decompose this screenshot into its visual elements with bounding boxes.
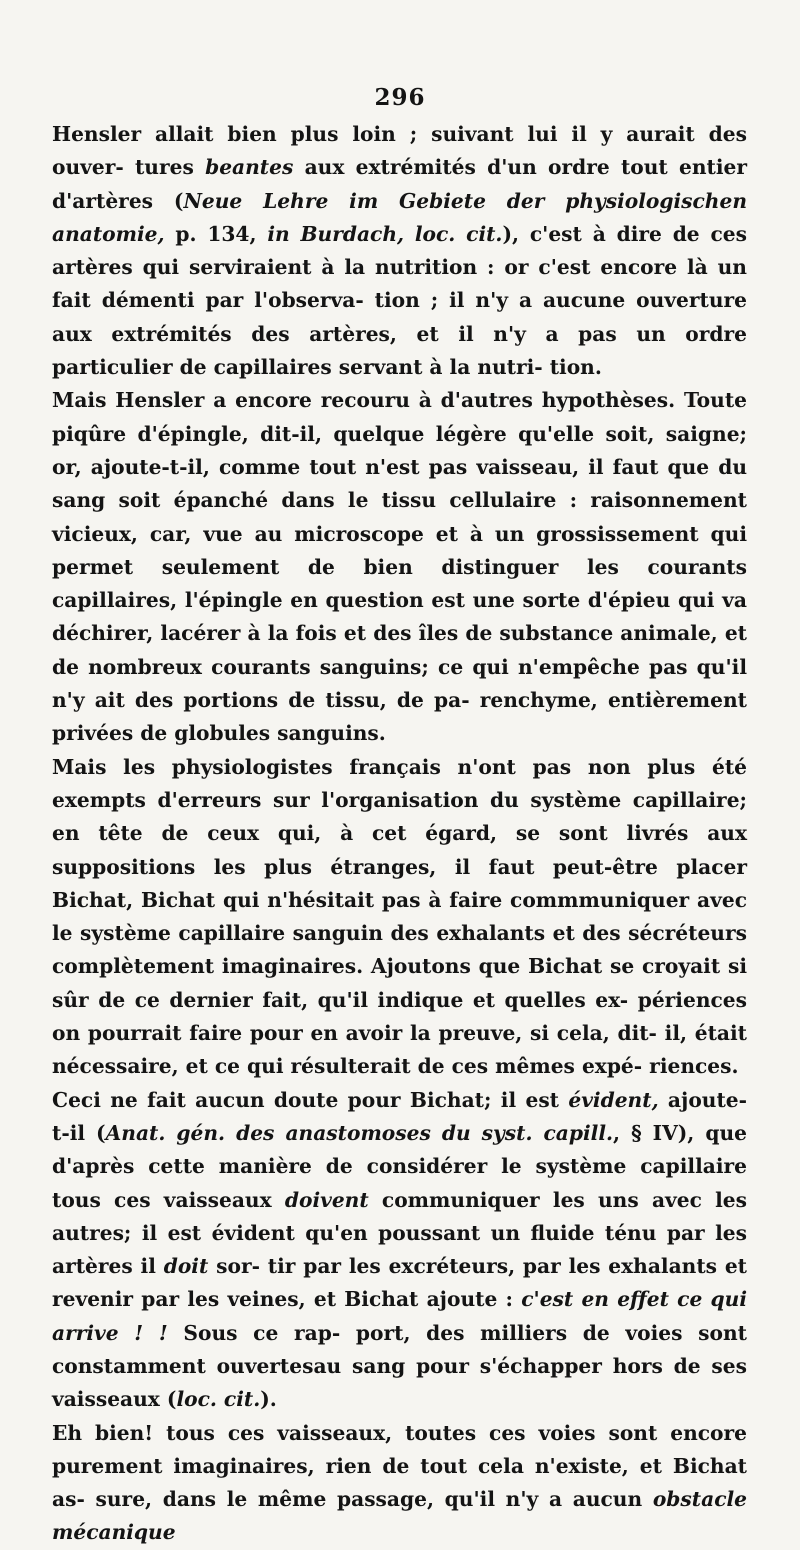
p4-italic-citation: Anat. gén. des anastomoses du syst. capill. <box>105 1120 614 1145</box>
p1-italic-burdach: in Burdach, loc. cit. <box>267 221 503 246</box>
p4-italic-loc-cit: loc. cit. <box>176 1387 261 1412</box>
p1-text-2: aux extrémités d'un ordre tout entier d'artères ( <box>52 155 747 213</box>
page-number: 296 <box>374 84 426 111</box>
paragraph-5 <box>52 1417 747 1550</box>
p4-italic-evident: évident, <box>568 1087 659 1112</box>
p5-text-1: Eh bien! tous ces vaisseaux, toutes ces voies sont encore purement imaginaires, rien de tout cela n'existe, et Bichat as- sure, dans le même passage, qu'il n'y a aucun <box>52 1420 747 1512</box>
p4-text-1: Ceci ne fait aucun doute pour Bichat; il est <box>52 1087 569 1112</box>
p4-italic-quote: c'est en effet ce qui arrive ! ! <box>52 1287 747 1345</box>
paragraph-1 <box>52 118 747 384</box>
p1-italic-citation-title: Neue Lehre im Gebiete der physiologischen anatomie, <box>52 188 747 246</box>
p2-text-1: Mais Hensler a encore recouru à d'autres hypothèses. Toute piqûre d'épingle, dit-il, quelque légère qu'elle soit, saigne; or, ajoute-t-il, comme tout n'est pas vaisseau, il faut que du sang soit épanché dans le tissu cellulaire : raisonnement vicieux, car, vue au microscope et à un grossissement qui permet seulement de bien distinguer les courants capillaires, l'épingle en question est une sorte d'épieu qui va déchirer, lacérer à la fois et des îles de substance animale, et de nombreux courants sanguins; ce qui n'empêche pas qu'il n'y ait des portions de tissu, de pa- renchyme, entièrement privées de globules sanguins. <box>52 388 747 746</box>
p4-italic-doivent: doivent <box>284 1187 369 1212</box>
p1-text-3: p. 134, <box>164 221 268 246</box>
p4-text-5: sor- tir par les excréteurs, par les exhalants et revenir par les veines, et Bichat ajoute : <box>52 1254 748 1312</box>
p4-text-3: , § IV), que d'après cette manière de considérer le système capillaire tous ces vaisseaux <box>52 1120 747 1212</box>
paragraph-2 <box>52 384 747 750</box>
p3-text-1: Mais les physiologistes français n'ont pas non plus été exempts d'erreurs sur l'organisation du système capillaire; en tête de ceux qui, à cet égard, se sont livrés aux suppositions les plus étranges, il faut peut-être placer Bichat, Bichat qui n'hésitait pas à faire commmuniquer avec le système capillaire sanguin des exhalants et des sécréteurs complètement imaginaires. Ajoutons que Bichat se croyait si sûr de ce dernier fait, qu'il indique et quelles ex- périences on pourrait faire pour en avoir la preuve, si cela, dit- il, était nécessaire, et ce qui résulterait de ces mêmes expé- riences. <box>52 754 747 1079</box>
p4-italic-doit: doit <box>163 1254 209 1279</box>
body-text <box>52 118 747 1550</box>
p4-text-7: ). <box>260 1387 277 1412</box>
p4-text-6: Sous ce rap- port, des milliers de voies sont constamment ouvertesau sang pour s'échapper hors de ses vaisseaux ( <box>52 1320 747 1412</box>
paragraph-3 <box>52 751 747 1084</box>
p1-text-4: ), c'est à dire de ces artères qui serviraient à la nutrition : or c'est encore là un fait démenti par l'observa- tion ; il n'y a aucune ouverture aux extrémités des artères, et il n'y a pas un ordre particulier de capillaires servant à la nutri- tion. <box>52 221 747 380</box>
paragraph-4 <box>52 1084 747 1417</box>
p1-italic-beantes: beantes <box>205 155 294 180</box>
p1-text-1: Hensler allait bien plus loin ; suivant lui il y aurait des ouver- tures <box>52 122 747 180</box>
p4-text-4: communiquer les uns avec les autres; il est évident qu'en poussant un fluide ténu par les artères il <box>52 1187 748 1279</box>
p5-italic-obstacle: obstacle mécanique <box>52 1487 747 1545</box>
p4-text-2: ajoute- t-il ( <box>52 1087 748 1145</box>
